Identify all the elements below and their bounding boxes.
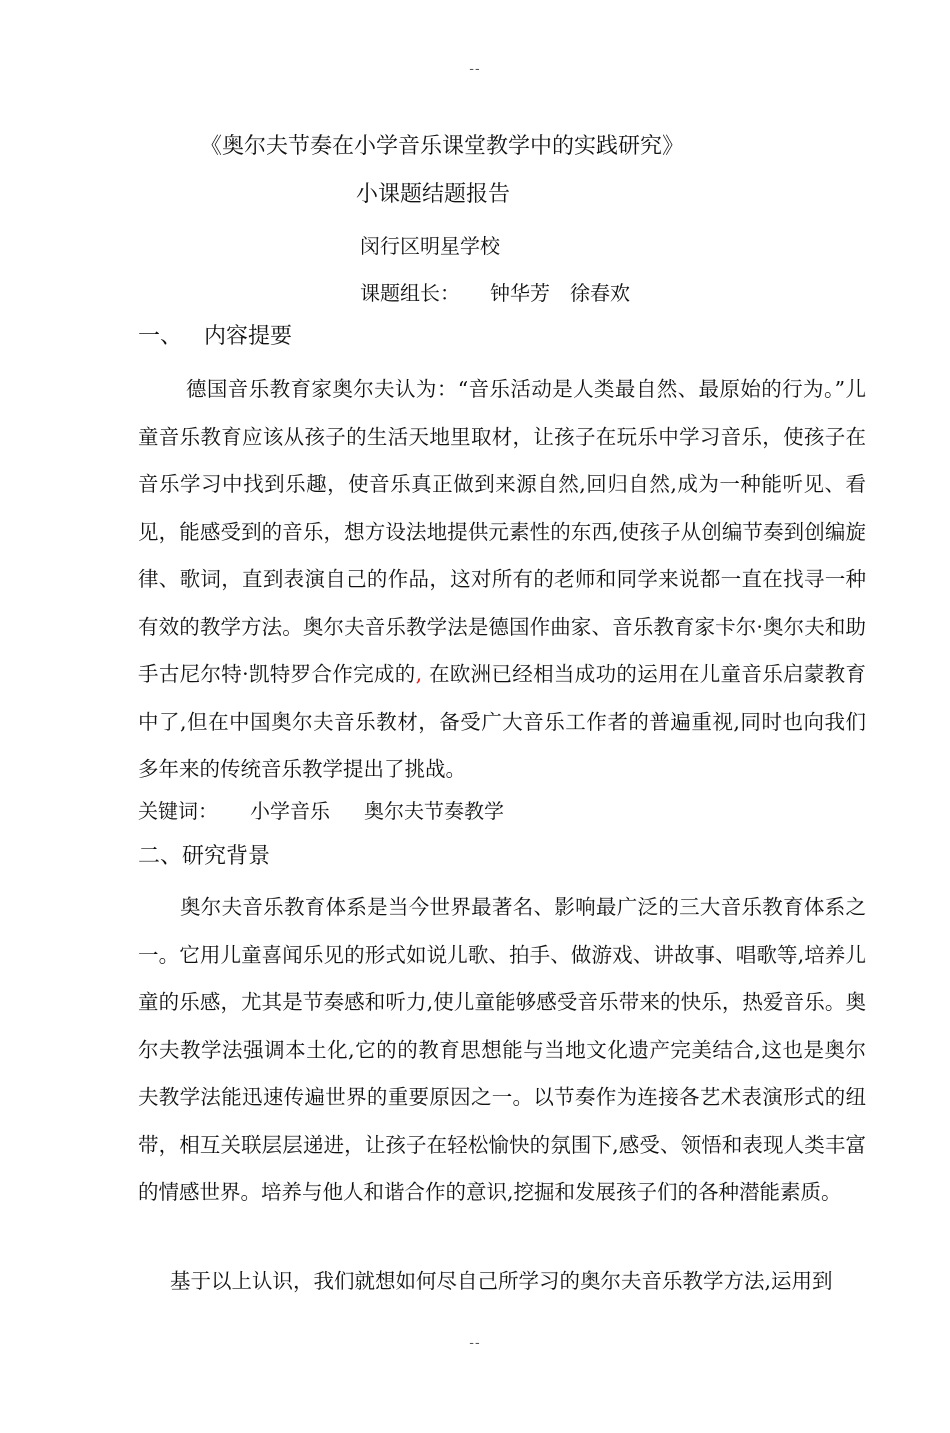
page-marker-bottom: -- xyxy=(469,1336,481,1351)
project-leaders xyxy=(360,278,630,308)
section-1-heading xyxy=(138,322,292,352)
leaders-label: 课题组长： xyxy=(360,281,460,305)
keywords-line xyxy=(138,796,504,826)
abstract-text-part-1: 德国音乐教育家奥尔夫认为：“音乐活动是人类最自然、最原始的行为。”儿童音乐教育应该从孩子的生活天地里取材，让孩子在玩乐中学习音乐，使孩子在音乐学习中找到乐趣，使音乐真正做到来源自然,回归自然,成为一种能听见、看见，能感受到的音乐，想方设法地提供元素性的东西,使孩子从创编节奏到创编旋律、歌词，直到表演自己的作品，这对所有的老师和同学来说都一直在找寻一种有效的教学方法。奥尔夫音乐教学法是德国作曲家、音乐教育家卡尔·奥尔夫和助手古尼尔特·凯特罗合作完成的 xyxy=(138,377,866,686)
red-comma-mark: , xyxy=(415,662,423,686)
keyword-1: 小学音乐 xyxy=(250,799,330,823)
background-paragraph-2: 基于以上认识，我们就想如何尽自己所学习的奥尔夫音乐教学方法,运用到 xyxy=(170,1269,833,1293)
section-2-heading: 二、研究背景 xyxy=(138,844,271,869)
abstract-paragraph xyxy=(138,366,866,794)
keyword-2: 奥尔夫节奏教学 xyxy=(364,799,504,823)
document-subtitle: 小课题结题报告 xyxy=(356,182,511,207)
document-title: 《奥尔夫节奏在小学音乐课堂教学中的实践研究》 xyxy=(200,134,685,159)
page-marker-top: -- xyxy=(469,62,481,77)
background-paragraph-1: 奥尔夫音乐教育体系是当今世界最著名、影响最广泛的三大音乐教育体系之一。它用儿童喜闻乐见的形式如说儿歌、拍手、做游戏、讲故事、唱歌等,培养儿童的乐感，尤其是节奏感和听力,使儿童能够感受音乐带来的快乐，热爱音乐。奥尔夫教学法强调本土化,它的的教育思想能与当地文化遗产完美结合,这也是奥尔夫教学法能迅速传遍世界的重要原因之一。以节奏作为连接各艺术表演形式的纽带，相互关联层层递进，让孩子在轻松愉快的氛围下,感受、领悟和表现人类丰富的情感世界。培养与他人和谐合作的意识,挖掘和发展孩子们的各种潜能素质。 xyxy=(138,895,866,1204)
section-1-number: 一、 xyxy=(138,324,183,349)
section-1-title: 内容提要 xyxy=(204,324,293,349)
leader-name-2: 徐春欢 xyxy=(570,281,630,305)
keywords-label: 关键词： xyxy=(138,799,218,823)
abstract-text-part-2: 在欧洲已经相当成功的运用在儿童音乐启蒙教育中了,但在中国奥尔夫音乐教材，备受广大音乐工作者的普遍重视,同时也向我们多年来的传统音乐教学提出了挑战。 xyxy=(138,662,867,781)
leader-name-1: 钟华芳 xyxy=(490,281,550,305)
school-name: 闵行区明星学校 xyxy=(360,234,500,258)
